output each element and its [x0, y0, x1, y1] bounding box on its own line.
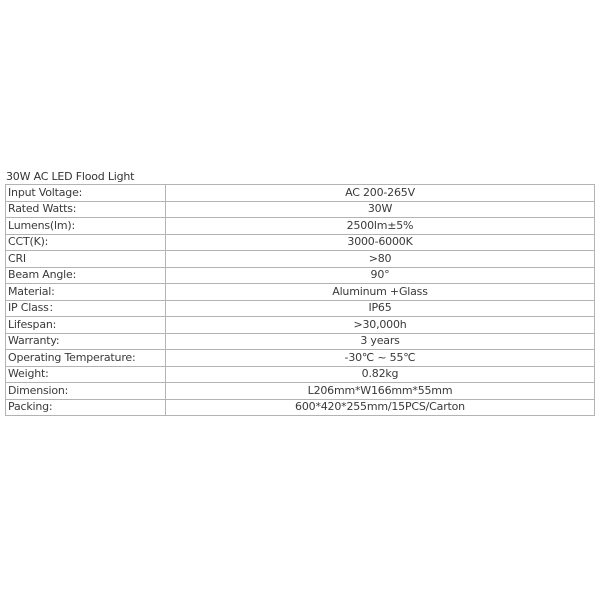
table-row [6, 383, 595, 400]
spec-label-warranty: Warranty: [6, 333, 166, 350]
spec-label-packing: Packing: [6, 399, 166, 416]
table-row [6, 251, 595, 268]
spec-value-lifespan: >30,000h [166, 317, 595, 334]
table-row [6, 317, 595, 334]
spec-label-cri: CRI [6, 251, 166, 268]
table-row [6, 284, 595, 301]
spec-value-ip-class: IP65 [166, 300, 595, 317]
spec-value-input-voltage: AC 200-265V [166, 185, 595, 202]
table-row [6, 366, 595, 383]
spec-label-beam-angle: Beam Angle: [6, 267, 166, 284]
table-row [6, 234, 595, 251]
table-row [6, 333, 595, 350]
spec-label-rated-watts: Rated Watts: [6, 201, 166, 218]
spec-value-cct: 3000-6000K [166, 234, 595, 251]
spec-value-cri: >80 [166, 251, 595, 268]
table-row [6, 218, 595, 235]
spec-value-rated-watts: 30W [166, 201, 595, 218]
spec-value-weight: 0.82kg [166, 366, 595, 383]
table-row [6, 267, 595, 284]
spec-value-packing: 600*420*255mm/15PCS/Carton [166, 399, 595, 416]
spec-label-cct: CCT(K): [6, 234, 166, 251]
table-row [6, 201, 595, 218]
table-row [6, 300, 595, 317]
spec-label-lumens: Lumens(lm): [6, 218, 166, 235]
spec-title: 30W AC LED Flood Light [6, 170, 135, 183]
spec-value-lumens: 2500lm±5% [166, 218, 595, 235]
spec-label-weight: Weight: [6, 366, 166, 383]
spec-value-material: Aluminum +Glass [166, 284, 595, 301]
spec-label-lifespan: Lifespan: [6, 317, 166, 334]
table-row [6, 350, 595, 367]
spec-label-dimension: Dimension: [6, 383, 166, 400]
spec-value-operating-temperature: -30℃ ~ 55℃ [166, 350, 595, 367]
table-row [6, 185, 595, 202]
spec-label-input-voltage: Input Voltage: [6, 185, 166, 202]
spec-table [5, 184, 595, 416]
spec-label-ip-class: IP Class： [6, 300, 166, 317]
spec-value-dimension: L206mm*W166mm*55mm [166, 383, 595, 400]
spec-label-operating-temperature: Operating Temperature: [6, 350, 166, 367]
spec-value-beam-angle: 90° [166, 267, 595, 284]
spec-label-material: Material: [6, 284, 166, 301]
table-row [6, 399, 595, 416]
spec-value-warranty: 3 years [166, 333, 595, 350]
